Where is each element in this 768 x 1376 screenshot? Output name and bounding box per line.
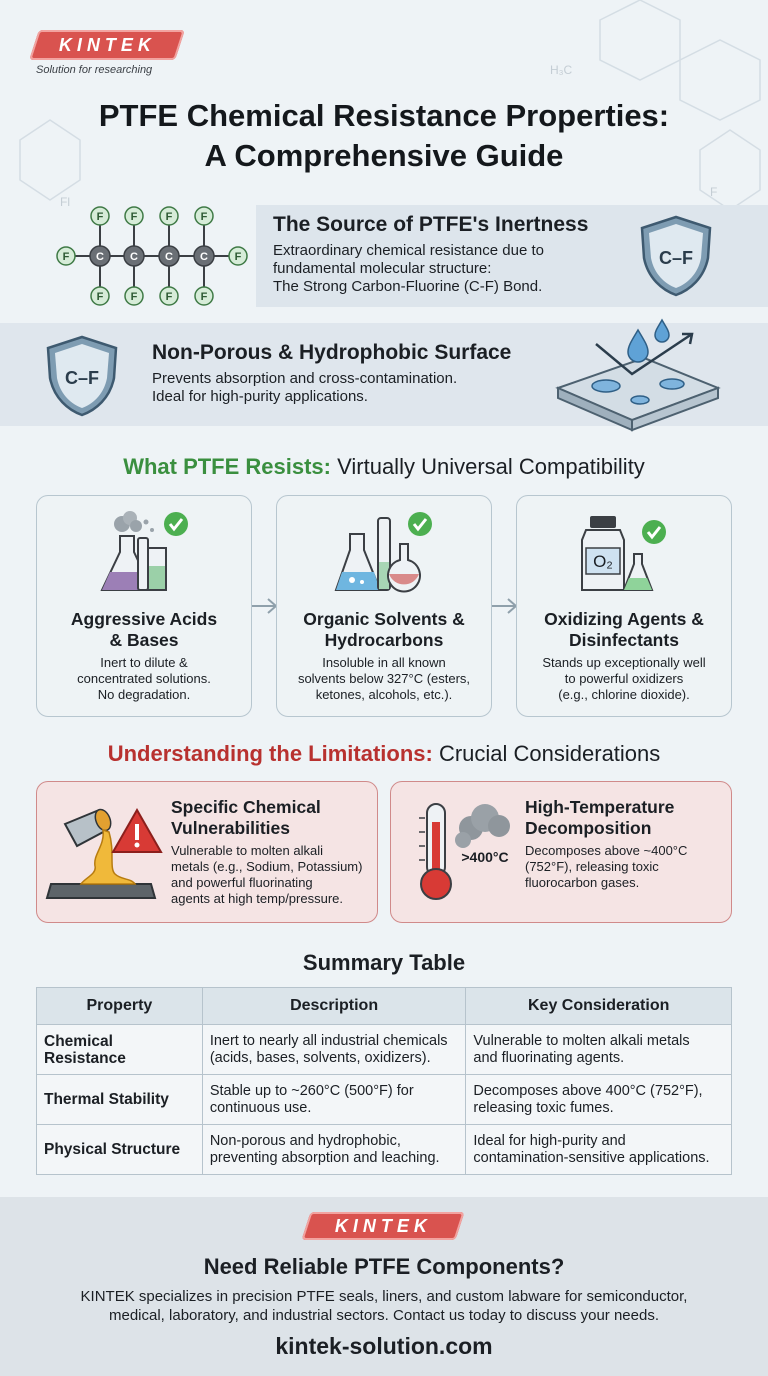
cell-line: Non-porous and hydrophobic,	[209, 1132, 401, 1149]
carbon-atom: C	[96, 251, 104, 263]
shield-label: C–F	[658, 248, 694, 268]
limit-card-body-line: Vulnerable to molten alkali	[171, 843, 323, 858]
table-header-row	[37, 988, 732, 1025]
resist-card-body-line: Inert to dilute &	[100, 655, 188, 670]
limit-card-title-line: Vulnerabilities	[171, 818, 290, 838]
description-cell	[202, 1025, 466, 1075]
limit-card-chemical	[36, 781, 378, 923]
bg-fl-label: Fl	[60, 195, 70, 209]
limit-card-thermal	[390, 781, 732, 923]
bg-f-label: F	[710, 185, 718, 199]
limit-card-body-line: metals (e.g., Sodium, Potassium)	[171, 859, 363, 874]
property-cell: Thermal Stability	[37, 1075, 203, 1125]
surface-title: Non-Porous & Hydrophobic Surface	[152, 341, 512, 364]
table-row	[37, 1025, 732, 1075]
cell-line: Ideal for high-purity and	[473, 1132, 626, 1149]
surface-body-line: Ideal for high-purity applications.	[152, 388, 368, 405]
oxidizer-bottle-icon	[574, 510, 674, 600]
cell-line: Decomposes above 400°C (752°F),	[473, 1082, 703, 1099]
temperature-label: >400°C	[461, 849, 509, 865]
surface-body-line: Prevents absorption and cross-contamination.	[152, 370, 458, 387]
resist-card-title-line: Organic Solvents &	[303, 609, 465, 629]
cell-line: Inert to nearly all industrial chemicals	[209, 1032, 448, 1049]
limit-card-body-line: (752°F), releasing toxic	[525, 859, 659, 874]
cell-line: Vulnerable to molten alkali metals	[473, 1032, 690, 1049]
page-title	[0, 96, 768, 176]
consideration-cell	[466, 1125, 732, 1175]
resist-card-solvents	[276, 495, 492, 717]
resist-card-body-line: concentrated solutions.	[77, 671, 211, 686]
resist-card-body-line: ketones, alcohols, etc.).	[315, 687, 453, 702]
limit-card-title-line: High-Temperature	[525, 797, 675, 817]
resist-card-body	[285, 655, 483, 703]
cf-shield-icon	[638, 214, 714, 298]
resist-card-title-line: Hydrocarbons	[324, 630, 444, 650]
resists-heading	[0, 454, 768, 480]
kintek-logo[interactable]	[34, 30, 184, 76]
table-row	[37, 1125, 732, 1175]
fluorine-atom: F	[165, 291, 173, 303]
summary-table	[36, 987, 732, 1175]
resist-card-body-line: Stands up exceptionally well	[542, 655, 706, 670]
fluorine-atom: F	[130, 291, 138, 303]
resist-card-oxidizers	[516, 495, 732, 717]
resist-card-body-line: No degradation.	[97, 687, 191, 702]
fluorine-atom: F	[96, 211, 104, 223]
hydrophobic-surface-icon	[552, 316, 722, 434]
surface-body	[152, 370, 532, 406]
fluorine-atom: F	[200, 291, 208, 303]
resist-card-body	[45, 655, 243, 703]
fluorine-atom: F	[234, 251, 242, 263]
title-line-2: A Comprehensive Guide	[204, 138, 564, 173]
footer-logo-text: KINTEK	[334, 1215, 432, 1236]
arrow-right-icon	[252, 596, 278, 616]
column-header: Key Consideration	[466, 988, 732, 1025]
resist-card-title-line: Oxidizing Agents &	[544, 609, 704, 629]
limit-card-body-line: Decomposes above ~400°C	[525, 843, 688, 858]
logo-tagline: Solution for researching	[36, 64, 153, 76]
thermometer-smoke-icon	[405, 796, 525, 906]
resist-card-title	[285, 609, 483, 651]
summary-table-title: Summary Table	[302, 950, 466, 975]
resists-heading-rest: Virtually Universal Compatibility	[331, 454, 645, 479]
resist-card-body-line: (e.g., chlorine dioxide).	[558, 687, 690, 702]
source-title: The Source of PTFE's Inertness	[273, 213, 589, 236]
resist-card-title-line: Aggressive Acids	[70, 609, 218, 629]
carbon-atom: C	[200, 251, 208, 263]
footer-logo-badge	[301, 1212, 464, 1240]
cell-line: contamination-sensitive applications.	[473, 1149, 710, 1166]
fluorine-atom: F	[200, 211, 208, 223]
source-body-line: fundamental molecular structure:	[273, 260, 492, 277]
description-cell	[202, 1075, 466, 1125]
source-body-line: The Strong Carbon-Fluorine (C-F) Bond.	[273, 278, 543, 295]
cell-line: continuous use.	[209, 1099, 312, 1116]
cell-line: releasing toxic fumes.	[473, 1099, 614, 1116]
property-cell: Physical Structure	[37, 1125, 203, 1175]
resist-card-acids	[36, 495, 252, 717]
resist-card-title	[45, 609, 243, 651]
limit-card-body	[525, 843, 725, 891]
resist-card-body-line: to powerful oxidizers	[564, 671, 684, 686]
arrow-right-icon	[492, 596, 518, 616]
fluorine-atom: F	[62, 251, 70, 263]
description-cell	[202, 1125, 466, 1175]
limits-heading-rest: Crucial Considerations	[432, 741, 661, 766]
limit-card-title	[525, 797, 674, 839]
logo-text: KINTEK	[58, 34, 156, 55]
limit-card-body-line: and powerful fluorinating	[171, 875, 313, 890]
resist-card-body-line: solvents below 327°C (esters,	[297, 671, 471, 686]
limit-card-title	[171, 797, 321, 839]
footer-website-link[interactable]: kintek-solution.com	[275, 1333, 493, 1359]
o2-label: O₂	[593, 552, 613, 571]
cell-line: preventing absorption and leaching.	[209, 1149, 440, 1166]
molten-metal-warning-icon	[45, 802, 165, 906]
footer-body	[40, 1287, 728, 1325]
limit-card-title-line: Decomposition	[525, 818, 652, 838]
resist-card-title-line: Disinfectants	[569, 630, 679, 650]
carbon-atom: C	[130, 251, 138, 263]
ptfe-molecule-icon	[52, 204, 252, 308]
property-cell: Chemical Resistance	[37, 1025, 203, 1075]
column-header: Property	[37, 988, 203, 1025]
footer-title: Need Reliable PTFE Components?	[203, 1254, 565, 1279]
consideration-cell	[466, 1025, 732, 1075]
footer-body-line: medical, laboratory, and industrial sectors. Contact us today to discuss your needs.	[109, 1307, 659, 1324]
acid-flask-icon	[94, 510, 194, 600]
limit-card-body-line: fluorocarbon gases.	[525, 875, 640, 890]
fluorine-atom: F	[96, 291, 104, 303]
title-line-1: PTFE Chemical Resistance Properties:	[98, 98, 670, 133]
column-header: Description	[202, 988, 466, 1025]
resist-card-title	[525, 609, 723, 651]
solvent-flask-icon	[334, 510, 434, 600]
limit-card-title-line: Specific Chemical	[171, 797, 321, 817]
limits-heading-accent: Understanding the Limitations:	[107, 741, 433, 766]
limits-heading	[0, 741, 768, 767]
footer-kintek-logo[interactable]	[306, 1212, 460, 1240]
resist-card-title-line: & Bases	[109, 630, 179, 650]
cf-shield-icon	[44, 334, 120, 418]
resist-card-body	[525, 655, 723, 703]
logo-badge	[29, 30, 185, 60]
consideration-cell	[466, 1075, 732, 1125]
source-body	[273, 242, 613, 296]
shield-label: C–F	[64, 368, 100, 388]
cell-line: (acids, bases, solvents, oxidizers).	[209, 1049, 431, 1066]
cell-line: Stable up to ~260°C (500°F) for	[209, 1082, 414, 1099]
source-body-line: Extraordinary chemical resistance due to	[273, 242, 544, 259]
fluorine-atom: F	[130, 211, 138, 223]
footer-body-line: KINTEK specializes in precision PTFE seals, liners, and custom labware for semiconductor,	[80, 1288, 688, 1305]
resists-heading-accent: What PTFE Resists:	[123, 454, 331, 479]
bg-h3c-label: H₃C	[550, 63, 573, 77]
fluorine-atom: F	[165, 211, 173, 223]
table-row	[37, 1075, 732, 1125]
limit-card-body	[171, 843, 376, 907]
cell-line: and fluorinating agents.	[473, 1049, 625, 1066]
carbon-atom: C	[165, 251, 173, 263]
limit-card-body-line: agents at high temp/pressure.	[171, 891, 343, 906]
resist-card-body-line: Insoluble in all known	[322, 655, 446, 670]
